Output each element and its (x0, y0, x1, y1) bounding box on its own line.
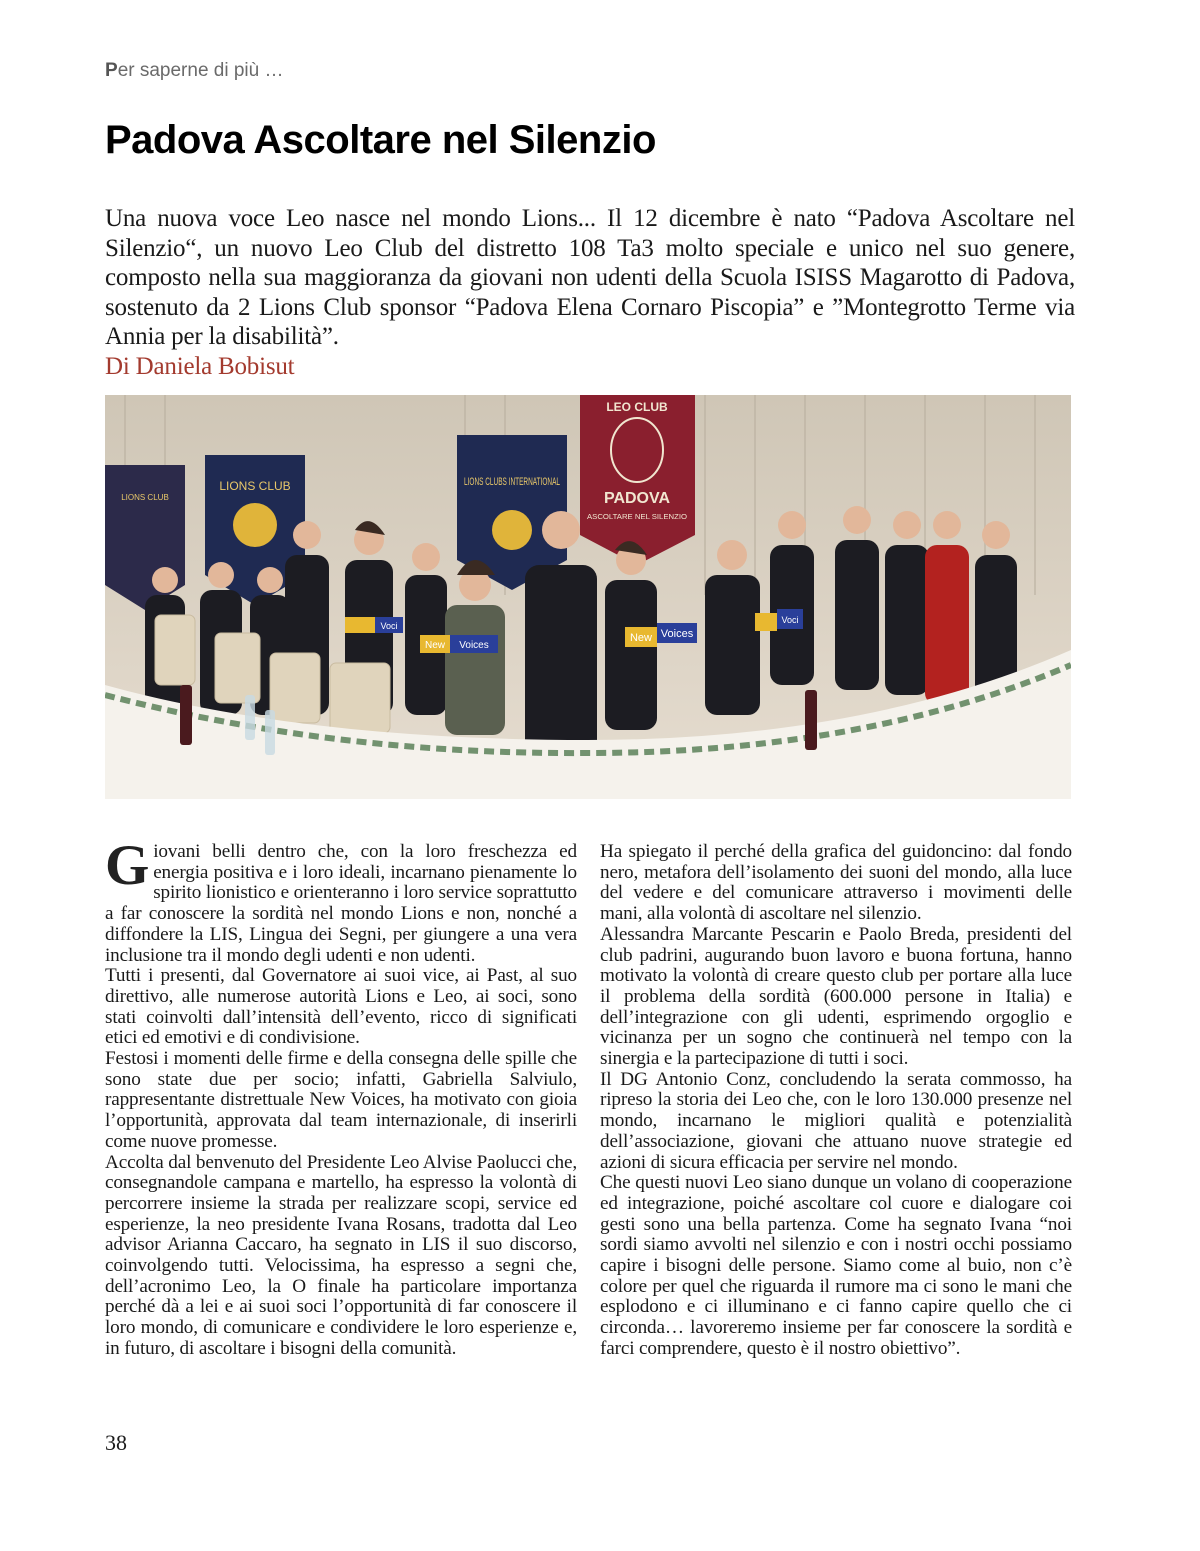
card-voices-1: Voices (459, 640, 489, 651)
leo-banner-bottom-text: PADOVA (603, 490, 671, 507)
right-column (600, 842, 1072, 1360)
paragraph-5: Ha spiegato il perché della grafica del guidoncino: dal fondo nero, metafora dell’isolamento dei suoni del mondo, alla luce del vedere e del comunicare attraverso i movimenti delle mani, alla volontà di ascoltare nel silenzio. (600, 841, 1072, 925)
leo-banner-sub-text: ASCOLTARE NEL SILENZIO (587, 514, 688, 521)
group-photo-illustration (105, 395, 1071, 799)
card-new-1: New (424, 640, 446, 651)
lions-banner-2-text: LIONS CLUB (219, 479, 291, 493)
paragraph-4: Accolta dal benvenuto del Presidente Leo Alvise Paolucci che, consegnandole campana e martello, ha espresso la volontà di percorrere insieme la strada per realizzare scopi, service ed esperienze, la neo presidente Ivana Rosans, tradotta dal Leo advisor Arianna Caccaro, ha segnato in LIS il suo discorso, coinvolgendo tutti. Velocissima, ha espresso a segni che, dell’acronimo Leo, la O finale ha particolare importanza perché dà a lei e ai suoi soci l’opportunità di far conoscere il loro mondo, di comunicare e condividere le loro esperienze e, in futuro, di ascoltare i bisogni della comunità. (105, 1151, 577, 1359)
section-tag (105, 60, 284, 82)
paragraph-1-text: iovani belli dentro che, con la loro freschezza ed energia positiva e i loro ideali, incarnano pienamente lo spirito lionistico e orienteranno i loro service soprattutto a far conoscere la sordità nel mondo Lions e non, nonché a diffondere la LIS, Lingua dei Segni, per giungere a una vera inclusione tra il mondo degli udenti e non udenti. (105, 841, 577, 966)
byline: Di Daniela Bobisut (105, 352, 295, 380)
card-new-2: New (629, 632, 653, 644)
section-tag-initial: P (105, 60, 118, 81)
paragraph-7: Il DG Antonio Conz, concludendo la serata commosso, ha ripreso la storia dei Leo che, con le loro 130.000 presenze nel mondo, incarnano le migliori qualità e potenzialità dell’associazione, giovani che attuano nuove strategie ed azioni di sicura efficacia per servire nel mondo. (600, 1068, 1072, 1173)
paragraph-1 (105, 834, 577, 966)
card-voices-2: Voices (660, 628, 694, 640)
paragraph-8: Che questi nuovi Leo siano dunque un volano di cooperazione ed integrazione, poiché ascoltare col cuore e dialogare coi gesti sono una bella partenza. Come ha segnato Ivana “noi sordi siamo avvolti nel silenzio e con i nostri occhi possiamo capire i bisogni delle persone. Siamo come al buio, non c’è colore per quel che riguarda il rumore ma ci sono le mani che esplodono e ci illuminano e ci fanno capire quello che ci circonda… lavoreremo insieme per far conoscere la sordità e farci comprendere, questo è il nostro obiettivo”. (600, 1172, 1072, 1359)
dropcap: G (105, 834, 150, 897)
paragraph-2: Tutti i presenti, dal Governatore ai suoi vice, ai Past, al suo direttivo, alle numerose autorità Lions e Leo, ai soci, sono stati coinvolti dall’intensità dell’evento, ricco di significati etici ed emotivi e di condivisione. (105, 965, 577, 1049)
paragraph-6: Alessandra Marcante Pescarin e Paolo Breda, presidenti del club padrini, augurando buon lavoro e buona fortuna, hanno motivato la volontà di creare questo club per portare alla luce il problema della sordità (600.000 persone in Italia) e dell’integrazione con gli udenti, esprimendo orgoglio e vicinanza per un sogno che continuerà nel tempo con la sinergia e la partecipazione di tutti i soci. (600, 923, 1072, 1070)
lead-text: Una nuova voce Leo nasce nel mondo Lions... Il 12 dicembre è nato “Padova Ascoltare nel Silenzio“, un nuovo Leo Club del distretto 108 Ta3 molto speciale e unico nel suo genere, composto nella sua maggioranza da giovani non udenti della Scuola ISISS Magarotto di Padova, sostenuto da 2 Lions Club sponsor “Padova Elena Cornaro Piscopia” e ”Montegrotto Terme via Annia per la disabilità”. (105, 205, 1075, 350)
card-voci-2: Voci (781, 615, 799, 625)
article-title: Padova Ascoltare nel Silenzio (105, 118, 656, 162)
left-column (105, 834, 577, 1360)
leo-banner-top-text: LEO CLUB (606, 400, 668, 414)
leo-club-banner (580, 395, 695, 565)
group-photo (105, 395, 1071, 799)
lions-banner-3-text: LIONS CLUBS INTERNATIONAL (464, 476, 560, 488)
card-voci-1: Voci (380, 621, 398, 631)
section-tag-rest: er saperne di più … (117, 60, 284, 81)
paragraph-3: Festosi i momenti delle firme e della consegna delle spille che sono state due per socio; infatti, Gabriella Salviulo, rappresentante distrettuale New Voices, ha motivato con gioia l’opportunità, approvata dal team internazionale, di inserirli come nuove promesse. (105, 1048, 577, 1152)
lions-banner-1-text: LIONS CLUB (121, 493, 169, 502)
page-number: 38 (105, 1430, 127, 1455)
article-lead (105, 204, 1075, 381)
